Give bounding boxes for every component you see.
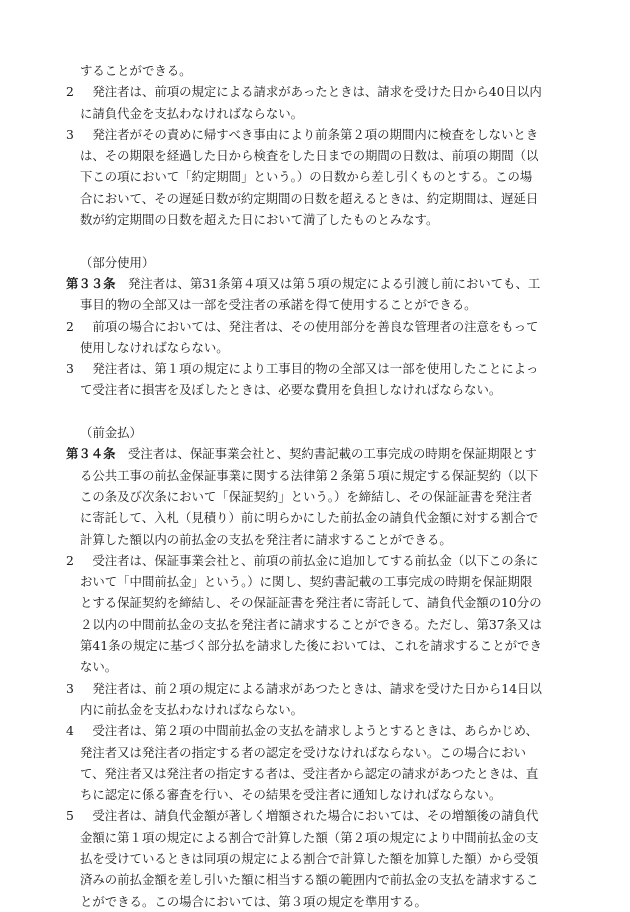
text-line: 第41条の規定に基づく部分払を請求した後においては、これを請求することができ: [80, 638, 542, 654]
text-line: 受注者は、保証事業会社と、契約書記載の工事完成の時期を保証期限とす: [115, 446, 537, 462]
text-line: とができる。この場合においては、第３項の規定を準用する。: [80, 893, 427, 909]
text-line: 発注者は、前２項の規定による請求があつたときは、請求を受けた日から14日以: [80, 680, 542, 696]
paragraph-number: 4: [66, 723, 74, 739]
text-line: 合において、その遅延日数が約定期間の日数を超えるときは、約定期間は、遅延日: [80, 190, 539, 206]
paragraph-number: 2: [66, 552, 74, 568]
paragraph-3: [66, 678, 586, 721]
text-line: ない。: [80, 659, 118, 675]
text-line: 発注者がその責めに帰すべき事由により前条第２項の期間内に検査をしないとき: [80, 126, 539, 142]
paragraph-2: [66, 550, 586, 678]
text-line: 発注者又は発注者の指定する者の認定を受けなければならない。この場合におい: [80, 744, 527, 760]
article-heading: 第３４条: [66, 446, 116, 462]
text-line: に請負代金を支払わなければならない。: [80, 105, 304, 121]
article-34-main: [66, 443, 586, 549]
text-line: 発注者は、前項の規定による請求があったときは、請求を受けた日から40日以内: [80, 84, 542, 100]
paragraph-5: [66, 805, 586, 911]
spacer: [66, 230, 586, 251]
article-heading: 第３３条: [66, 275, 116, 291]
paragraph-3: [66, 358, 586, 401]
text-line: 金額に第１項の規定による割合で計算した額（第２項の規定により中間前払金の支: [80, 829, 539, 845]
text-line: 計算した額以内の前払金の支払を発注者に請求することができる。: [80, 531, 452, 547]
spacer: [66, 401, 586, 422]
paragraph-number: 3: [66, 361, 74, 377]
text-line: 使用しなければならない。: [80, 339, 229, 355]
text-line: 受注者は、請負代金額が著しく増額された場合においては、その増額後の請負代: [80, 808, 539, 824]
article-33-main: [66, 273, 586, 316]
text-line: 発注者は、第１項の規定により工事目的物の全部又は一部を使用したことによっ: [80, 361, 539, 377]
text-line: 受注者は、第２項の中間前払金の支払を請求しようとするときは、あらかじめ、: [80, 723, 538, 739]
text-line: 前項の場合においては、発注者は、その使用部分を善良な管理者の注意をもって: [80, 318, 539, 334]
document-body: [66, 60, 586, 912]
paragraph-3: [66, 124, 586, 230]
article-32-tail: [66, 60, 586, 230]
paragraph-number: 3: [66, 680, 74, 696]
paragraph-number: 5: [66, 808, 74, 824]
text-line: ２以内の中間前払金の支払を発注者に請求することができる。ただし、第37条又は: [80, 616, 542, 632]
article-caption: （前金払）: [80, 425, 142, 441]
text-line: に寄託して、入札（見積り）前に明らかにした前払金の請負代金額に対する割合で: [80, 510, 539, 526]
text-line: て、発注者又は発注者の指定する者は、受注者から認定の請求があつたときは、直: [80, 765, 539, 781]
text-line: 数が約定期間の日数を超えた日において満了したものとみなす。: [80, 212, 439, 228]
continued-line: することができる。: [80, 63, 192, 78]
paragraph-2: [66, 316, 586, 359]
text-line: この条及び次条において「保証契約」という。）を締結し、その保証証書を発注者: [80, 488, 533, 504]
text-line: 内に前払金を支払わなければならない。: [80, 701, 304, 717]
text-line: 下この項において「約定期間」という。）の日数から差し引くものとする。この場: [80, 169, 533, 185]
paragraph-number: 2: [66, 318, 74, 334]
paragraph-number: 3: [66, 126, 74, 142]
text-line: て受注者に損害を及ぼしたときは、必要な費用を負担しなければならない。: [80, 382, 502, 398]
text-line: ちに認定に係る審査を行い、その結果を受注者に通知しなければならない。: [80, 787, 502, 803]
article-33: [66, 252, 586, 401]
text-line: とする保証契約を締結し、その保証証書を発注者に寄託して、請負代金額の10分の: [80, 595, 542, 611]
text-line: 受注者は、保証事業会社と、前項の前払金に追加してする前払金（以下この条に: [80, 552, 539, 568]
article-34: [66, 422, 586, 912]
text-line: 済みの前払金額を差し引いた額に相当する額の範囲内で前払金の支払を請求するこ: [80, 872, 539, 888]
paragraph-2: [66, 81, 586, 124]
article-caption: （部分使用）: [80, 254, 155, 270]
paragraph-4: [66, 720, 586, 805]
text-line: 発注者は、第31条第４項又は第５項の規定による引渡し前においても、工: [115, 275, 541, 291]
text-line: おいて「中間前払金」という。）に関し、契約書記載の工事完成の時期を保証期限: [80, 574, 533, 590]
text-line: は、その期限を経過した日から検査をした日までの期間の日数は、前項の期間（以: [80, 148, 539, 164]
paragraph-number: 2: [66, 84, 74, 100]
text-line: る公共工事の前払金保証事業に関する法律第２条第５項に規定する保証契約（以下: [80, 467, 539, 483]
text-line: 払を受けているときは同項の規定による割合で計算した額を加算した額）から受領: [80, 850, 539, 866]
text-line: 事目的物の全部又は一部を受注者の承諾を得て使用することができる。: [80, 297, 477, 313]
